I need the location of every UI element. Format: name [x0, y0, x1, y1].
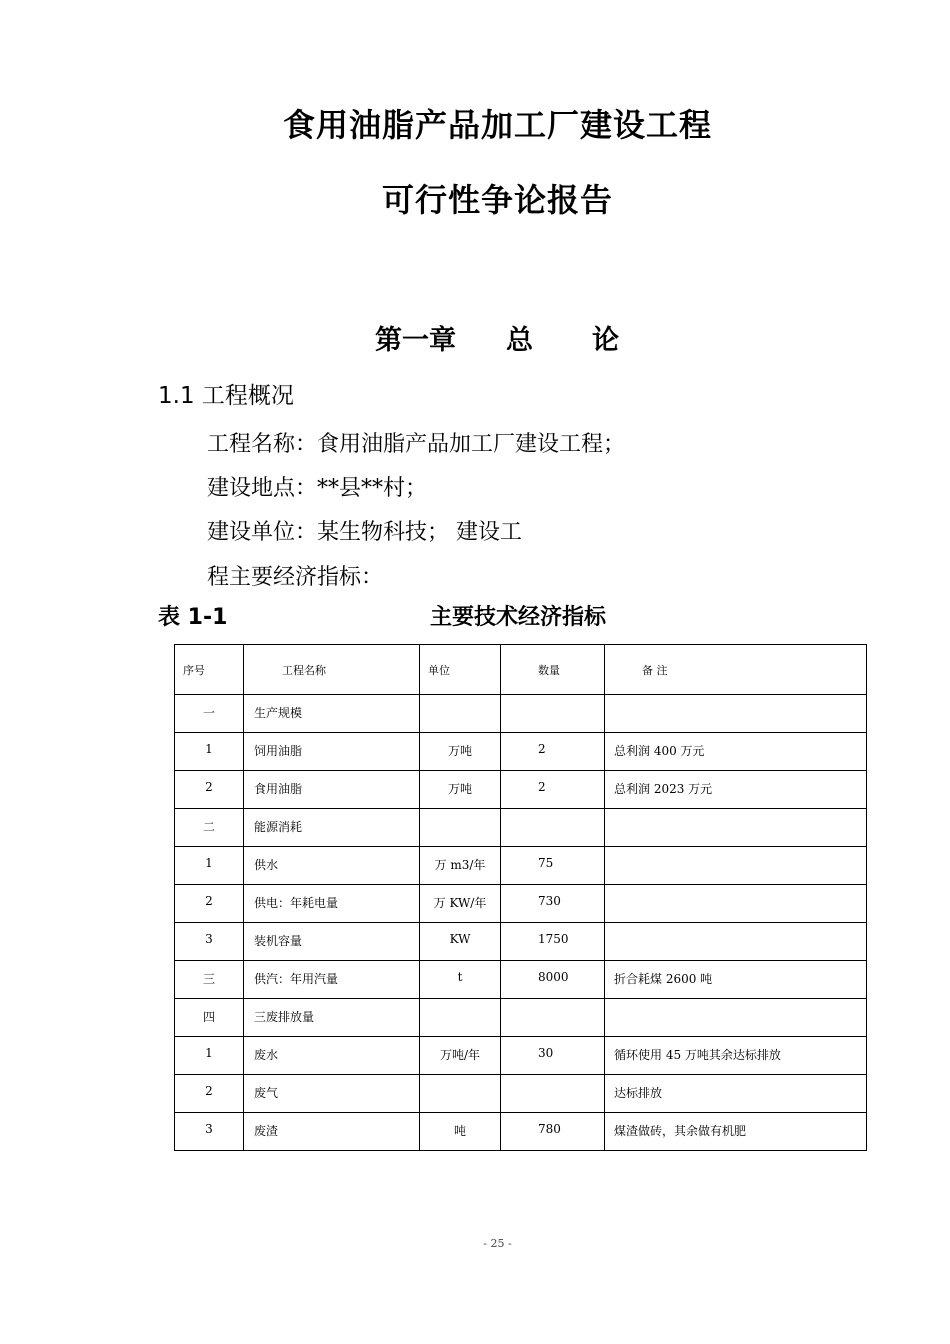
cell-no: 2	[175, 1075, 244, 1113]
cell-no: 1	[175, 847, 244, 885]
cell-qty: 30	[501, 1037, 605, 1075]
cell-qty: 730	[501, 885, 605, 923]
cell-unit: 万 KW/年	[420, 885, 501, 923]
chapter-number: 第一章	[375, 325, 456, 356]
cell-no: 二	[175, 809, 244, 847]
table-header-row	[175, 645, 867, 695]
table-row	[175, 1075, 867, 1113]
document-title-line-2: 可行性争论报告	[381, 181, 613, 219]
cell-name: 食用油脂	[244, 771, 420, 809]
chapter-title-char-1: 总	[506, 325, 533, 356]
cell-no: 2	[175, 885, 244, 923]
paragraph-indicators-intro: 程主要经济指标：	[207, 565, 384, 590]
chapter-title-char-2: 论	[592, 325, 619, 356]
cell-unit	[420, 999, 501, 1037]
header-name: 工程名称	[244, 645, 420, 695]
cell-unit: 万吨/年	[420, 1037, 501, 1075]
indicators-table	[174, 644, 867, 1151]
table-row	[175, 961, 867, 999]
cell-unit: 万吨	[420, 771, 501, 809]
cell-no: 1	[175, 733, 244, 771]
cell-name: 供电：年耗电量	[244, 885, 420, 923]
header-no: 序号	[175, 645, 244, 695]
document-title-line-1: 食用油脂产品加工厂建设工程	[282, 106, 712, 144]
cell-name: 废气	[244, 1075, 420, 1113]
cell-note: 达标排放	[605, 1075, 867, 1113]
cell-note	[605, 999, 867, 1037]
cell-no: 2	[175, 771, 244, 809]
header-unit: 单位	[420, 645, 501, 695]
table-row	[175, 1037, 867, 1075]
cell-no: 一	[175, 695, 244, 733]
table-row	[175, 809, 867, 847]
cell-note: 总利润 2023 万元	[605, 771, 867, 809]
cell-no: 3	[175, 1113, 244, 1151]
cell-no: 1	[175, 1037, 244, 1075]
cell-note	[605, 695, 867, 733]
cell-unit	[420, 695, 501, 733]
section-heading: 1.1 工程概况	[158, 383, 294, 409]
table-row	[175, 771, 867, 809]
paragraph-project-name: 工程名称：食用油脂产品加工厂建设工程；	[207, 432, 626, 457]
cell-unit: 万吨	[420, 733, 501, 771]
cell-name: 三废排放量	[244, 999, 420, 1037]
cell-note	[605, 809, 867, 847]
cell-note: 循环使用 45 万吨其余达标排放	[605, 1037, 867, 1075]
cell-unit: 万 m3/年	[420, 847, 501, 885]
cell-no: 四	[175, 999, 244, 1037]
table-row	[175, 923, 867, 961]
paragraph-location: 建设地点：**县**村；	[207, 476, 428, 501]
cell-name: 饲用油脂	[244, 733, 420, 771]
header-note: 备 注	[605, 645, 867, 695]
cell-unit	[420, 1075, 501, 1113]
cell-name: 供汽：年用汽量	[244, 961, 420, 999]
table-row	[175, 999, 867, 1037]
table-title: 主要技术经济指标	[430, 605, 607, 630]
cell-name: 废渣	[244, 1113, 420, 1151]
cell-name: 能源消耗	[244, 809, 420, 847]
cell-unit	[420, 809, 501, 847]
table-row	[175, 885, 867, 923]
page-number: - 25 -	[483, 1237, 512, 1250]
table-row	[175, 733, 867, 771]
table-row	[175, 847, 867, 885]
cell-qty: 2	[501, 733, 605, 771]
cell-note	[605, 885, 867, 923]
cell-qty: 75	[501, 847, 605, 885]
header-qty: 数量	[501, 645, 605, 695]
table-row	[175, 695, 867, 733]
cell-qty	[501, 1075, 605, 1113]
cell-no: 3	[175, 923, 244, 961]
cell-qty: 2	[501, 771, 605, 809]
cell-name: 生产规模	[244, 695, 420, 733]
cell-qty: 8000	[501, 961, 605, 999]
cell-note: 总利润 400 万元	[605, 733, 867, 771]
cell-qty	[501, 999, 605, 1037]
cell-unit: t	[420, 961, 501, 999]
cell-name: 供水	[244, 847, 420, 885]
cell-qty	[501, 809, 605, 847]
paragraph-builder: 建设单位：某生物科技； 建设工	[207, 520, 522, 545]
cell-name: 废水	[244, 1037, 420, 1075]
cell-unit: 吨	[420, 1113, 501, 1151]
cell-name: 装机容量	[244, 923, 420, 961]
cell-note	[605, 847, 867, 885]
cell-qty	[501, 695, 605, 733]
cell-qty: 1750	[501, 923, 605, 961]
cell-unit: KW	[420, 923, 501, 961]
table-row	[175, 1113, 867, 1151]
cell-note: 煤渣做砖，其余做有机肥	[605, 1113, 867, 1151]
table-number: 表 1-1	[158, 605, 228, 630]
cell-no: 三	[175, 961, 244, 999]
cell-qty: 780	[501, 1113, 605, 1151]
cell-note: 折合耗煤 2600 吨	[605, 961, 867, 999]
cell-note	[605, 923, 867, 961]
